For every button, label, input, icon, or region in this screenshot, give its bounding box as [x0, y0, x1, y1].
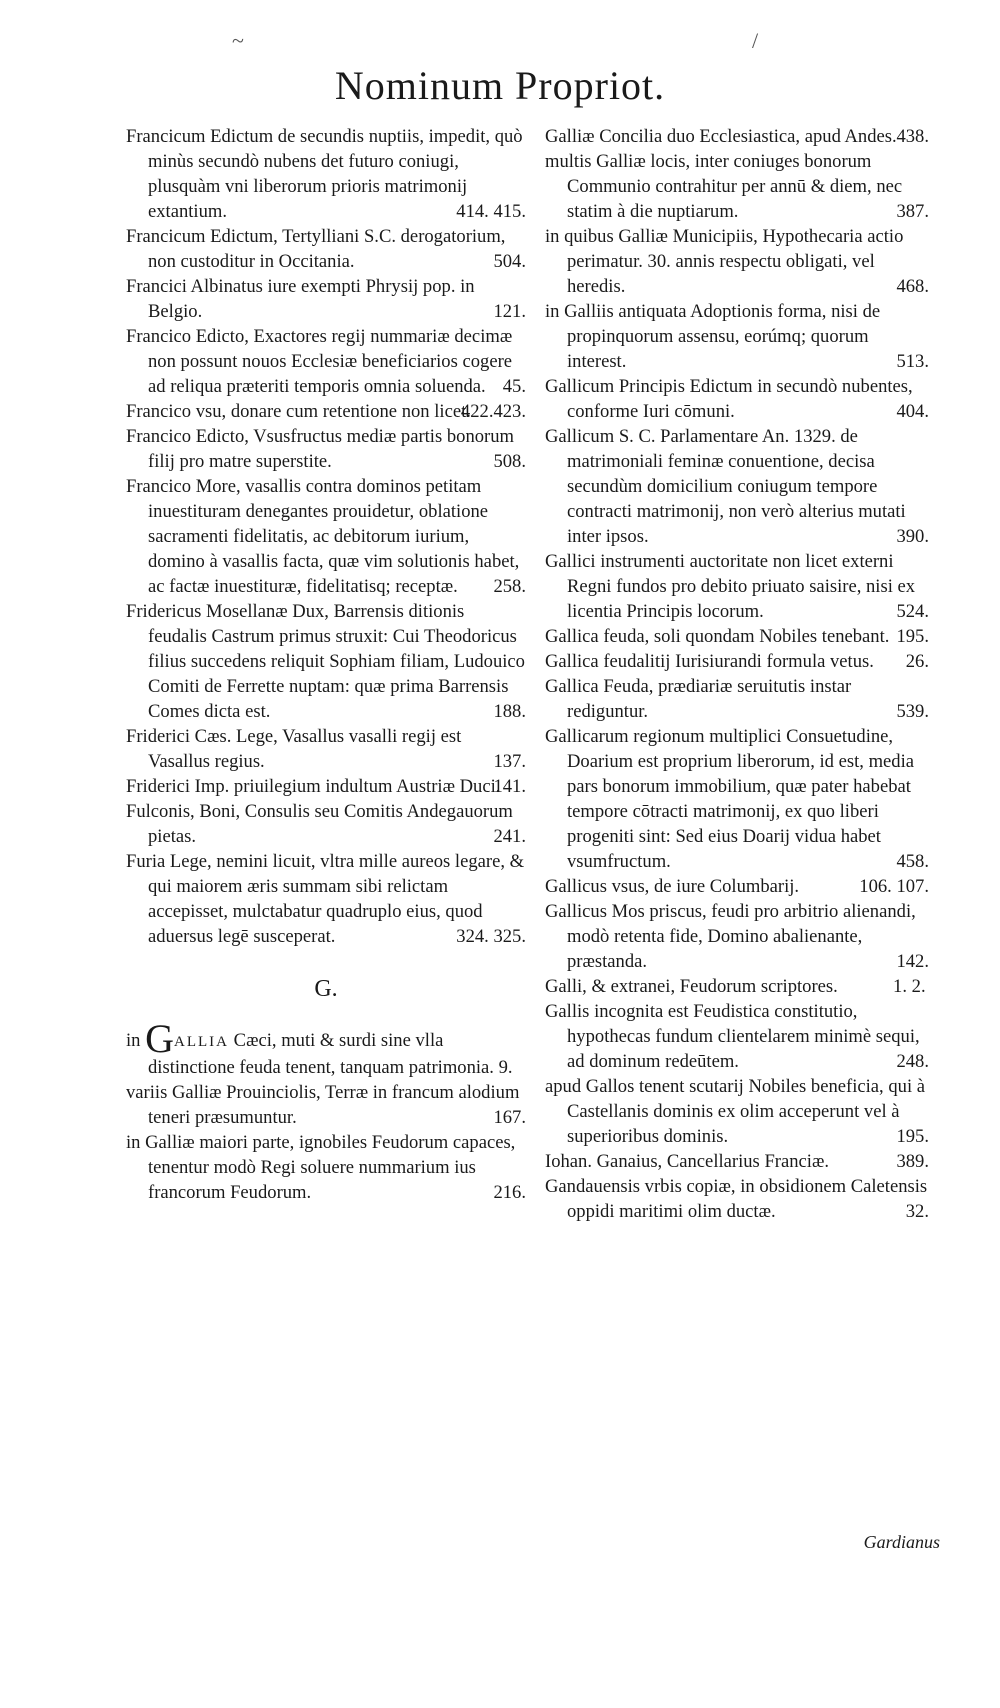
entry-text: Gallicus vsus, de iure Columbarij. [545, 876, 800, 897]
index-entry [545, 1074, 929, 1149]
page-title: Nominum Propriot. [334, 63, 666, 108]
page-reference: 1. 2. [893, 976, 926, 997]
index-entry [545, 1174, 929, 1224]
page-reference: 513. [896, 351, 929, 372]
page-reference: 508. [493, 451, 526, 472]
index-entry [126, 224, 526, 274]
entry-text: in quibus Galliæ Municipiis, Hypothecaria actio perimatur. 30. annis respectu obligati, vel heredis. [545, 226, 904, 297]
index-entry [545, 149, 929, 224]
index-entry [126, 1130, 526, 1205]
index-entry [126, 1016, 526, 1080]
index-entry [545, 999, 929, 1074]
page-reference: 414. 415. [456, 201, 526, 222]
page-reference: 422.423. [460, 401, 526, 422]
page-reference: 404. [896, 401, 929, 422]
index-entry [126, 774, 526, 799]
entry-text: Gallicum Principis Edictum in secundò nubentes, conforme Iuri cōmuni. [545, 376, 913, 422]
entry-prefix: in [126, 1030, 141, 1051]
page-reference: 121. [493, 301, 526, 322]
entry-text: Gandauensis vrbis copiæ, in obsidionem Caletensis oppidi maritimi olim ductæ. [545, 1176, 928, 1222]
index-entry [545, 649, 929, 674]
page-reference: 9. [498, 1057, 513, 1078]
entry-text: Francicum Edictum, Tertylliani S.C. derogatorium, non custoditur in Occitania. [126, 226, 506, 272]
entry-text: Gallica feudalitij Iurisiurandi formula vetus. [545, 651, 874, 672]
entry-text: Gallicum S. C. Parlamentare An. 1329. de matrimoniali feminæ conuentione, decisa secundùm domicilium coniugum tempore contracti matrimonij, non verò alterius mutati inter ipsos. [545, 426, 906, 547]
page-reference: 468. [896, 276, 929, 297]
index-entry [126, 274, 526, 324]
index-entry [126, 399, 526, 424]
index-entry [126, 599, 526, 724]
page-reference: 216. [493, 1182, 526, 1203]
page-reference: 248. [896, 1051, 929, 1072]
entry-text: in Galliæ maiori parte, ignobiles Feudorum capaces, tenentur modò Regi soluere nummarium ius francorum Feudorum. [126, 1132, 516, 1203]
top-mark-right: / [752, 28, 759, 53]
index-entry [545, 1149, 929, 1174]
page-reference: 106. 107. [859, 876, 929, 897]
page-reference: 26. [905, 651, 929, 672]
index-entry [126, 474, 526, 599]
page-reference: 504. [493, 251, 526, 272]
page-reference: 195. [896, 626, 929, 647]
entry-text: Gallicarum regionum multiplici Consuetudine, Doarium est proprium liberorum, id est, media pars bonorum immobilium, quæ pater habebat tempore cōtracti matrimonij, ex quo liberi progeniti sint: Sed eius Doarij vidua habet vsumfructum. [545, 726, 915, 872]
left-column [126, 124, 526, 1205]
entry-text: Francici Albinatus iure exempti Phrysij pop. in Belgio. [126, 276, 475, 322]
page-reference: 258. [493, 576, 526, 597]
page-reference: 524. [896, 601, 929, 622]
entry-text: Francicum Edictum de secundis nuptiis, impedit, quò minùs secundò nubens det futuro coniugi, plusquàm vni liberorum prioris matrimonij extantium. [126, 126, 523, 222]
index-entry [126, 424, 526, 474]
page-reference: 539. [896, 701, 929, 722]
entry-text: Cæci, muti & surdi sine vlla distinctione feuda tenent, tanquam patrimonia. [148, 1030, 494, 1078]
page-reference: 32. [905, 1201, 929, 1222]
entry-text: Furia Lege, nemini licuit, vltra mille aureos legare, & qui maiorem æris summam sibi relictam accepisset, mulctabatur quadruplo eius, quod aduersus legē susceperat. [126, 851, 525, 947]
index-entry [545, 974, 929, 999]
entry-text: apud Gallos tenent scutarij Nobiles beneficia, qui à Castellanis dominis ex olim acceperunt vel à superioribus dominis. [545, 1076, 926, 1147]
entry-text: Iohan. Ganaius, Cancellarius Franciæ. [545, 1151, 829, 1172]
entry-text: Gallici instrumenti auctoritate non licet externi Regni fundos pro debito priuato saisire, nisi ex licentia Principis locorum. [545, 551, 916, 622]
entry-text: Galli, & extranei, Feudorum scriptores. [545, 976, 838, 997]
index-entry [545, 374, 929, 424]
index-entry [126, 324, 526, 399]
index-entry [545, 874, 929, 899]
index-entry [126, 724, 526, 774]
page-reference: 167. [493, 1107, 526, 1128]
entry-text: Francico Edicto, Exactores regij nummariæ decimæ non possunt nouos Ecclesiæ beneficiarios cogere ad reliqua præteriti temporis omnia soluenda. [126, 326, 513, 397]
catchword: Gardianus [863, 1532, 940, 1552]
right-column [545, 124, 929, 1224]
page-reference: 458. [896, 851, 929, 872]
page-reference: 390. [896, 526, 929, 547]
entry-text: in Galliis antiquata Adoptionis forma, nisi de propinquorum assensu, eorúmq; quorum interest. [545, 301, 881, 372]
index-entry [545, 549, 929, 624]
index-entry [545, 899, 929, 974]
entry-text: Galliæ Concilia duo Ecclesiastica, apud Andes. [545, 126, 897, 147]
index-entry [545, 124, 929, 149]
top-mark-left: ~ [232, 28, 244, 53]
page-reference: 387. [896, 201, 929, 222]
entry-text: Gallica Feuda, prædiariæ seruitutis instar rediguntur. [545, 676, 852, 722]
entry-text: variis Galliæ Prouinciolis, Terræ in francum alodium teneri præsumuntur. [126, 1082, 520, 1128]
index-entry [545, 299, 929, 374]
page-reference: 137. [493, 751, 526, 772]
page-reference: 188. [493, 701, 526, 722]
index-entry [126, 799, 526, 849]
index-entry [126, 124, 526, 224]
entry-text: Francico More, vasallis contra dominos petitam inuestituram denegantes prouidetur, oblatione sacramenti fidelitatis, ac debitorum iurium, domino à vasallis facta, quæ vim solutionis habet, ac factæ inuestituræ, fidelitatisq; receptæ. [126, 476, 520, 597]
index-entry [126, 849, 526, 949]
index-entry [545, 724, 929, 874]
entry-text: Francico Edicto, Vsusfructus mediæ partis bonorum filij pro matre superstite. [126, 426, 514, 472]
entry-text: Gallica feuda, soli quondam Nobiles tenebant. [545, 626, 890, 647]
index-entry [545, 674, 929, 724]
page-reference: 142. [896, 951, 929, 972]
page-reference: 241. [493, 826, 526, 847]
index-entry [126, 1080, 526, 1130]
drop-cap: G [145, 1016, 175, 1061]
entry-text: Friderici Cæs. Lege, Vasallus vasalli regij est Vasallus regius. [126, 726, 462, 772]
index-entry [545, 424, 929, 549]
page-reference: 195. [896, 1126, 929, 1147]
entry-text: Gallicus Mos priscus, feudi pro arbitrio alienandi, modò retenta fide, Domino abalienante, præstanda. [545, 901, 916, 972]
index-entry [545, 624, 929, 649]
section-letter: G. [314, 976, 338, 1002]
index-entry [545, 224, 929, 299]
entry-text: multis Galliæ locis, inter coniuges bonorum Communio contrahitur per annū & diem, nec statim à die nuptiarum. [545, 151, 903, 222]
page-reference: 324. 325. [456, 926, 526, 947]
page-reference: 389. [896, 1151, 929, 1172]
entry-text: Fulconis, Boni, Consulis seu Comitis Andegauorum pietas. [126, 801, 513, 847]
page-reference: 141. [493, 776, 526, 797]
page-reference: 45. [502, 376, 526, 397]
small-caps-word: ALLIA [174, 1034, 230, 1050]
entry-text: Gallis incognita est Feudistica constitutio, hypothecas fundum clientelarem minimè sequi, ad dominum redeūtem. [545, 1001, 920, 1072]
entry-text: Francico vsu, donare cum retentione non licet. [126, 401, 471, 422]
entry-text: Fridericus Mosellanæ Dux, Barrensis ditionis feudalis Castrum primus struxit: Cui Theodoricus filius succedens reliquit Sophiam filiam, Ludouico Comiti de Ferrette nuptam: quæ prima Barrensis Comes dicta est. [126, 601, 525, 722]
page-reference: 438. [896, 126, 929, 147]
entry-text: Friderici Imp. priuilegium indultum Austriæ Duci. [126, 776, 501, 797]
